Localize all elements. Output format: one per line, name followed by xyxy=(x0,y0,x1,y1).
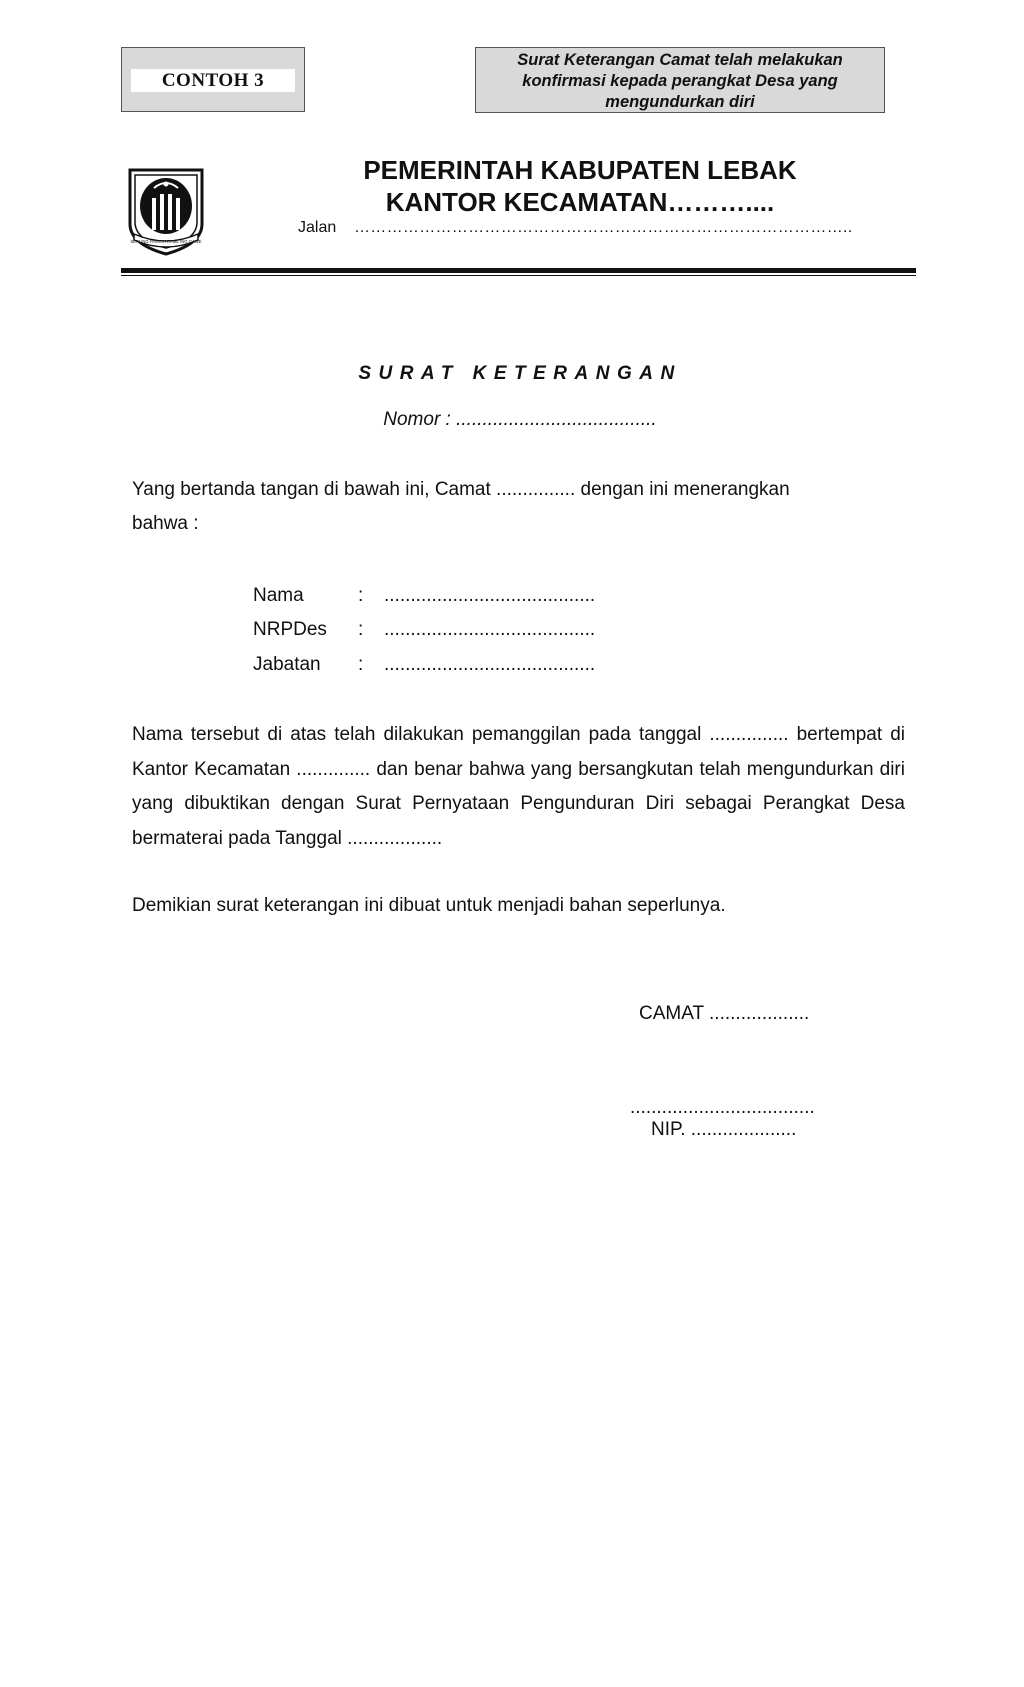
address-label: Jalan xyxy=(298,219,337,236)
field-label-nama: Nama xyxy=(253,585,304,606)
signatory-name-line: ................................... xyxy=(630,1097,815,1118)
header-divider-thick xyxy=(121,268,916,273)
statement-paragraph: Nama tersebut di atas telah dilakukan pemanggilan pada tanggal ............... bertempat di Kantor Kecamatan .............. dan benar bahwa yang bersangkutan telah mengundurkan diri yang dibuktikan dengan Surat Pernyataan Pengunduran Diri sebagai Perangkat Desa bermaterai pada Tanggal .................. xyxy=(132,724,905,849)
opening-line-1: Yang bertanda tangan di bawah ini, Camat ............... dengan ini menerangkan xyxy=(132,479,790,500)
signatory-title: CAMAT ................... xyxy=(639,1003,810,1024)
opening-statement xyxy=(132,473,912,541)
note-line-1: Surat Keterangan Camat telah melakukan xyxy=(517,51,843,69)
header-office: KANTOR KECAMATAN……….... xyxy=(385,187,775,217)
document-title: SURAT KETERANGAN xyxy=(358,363,682,384)
emblem-motto: SEPI ING PAMRIH RAME ING GAWE xyxy=(130,239,202,244)
field-label-jabatan: Jabatan xyxy=(253,654,321,675)
field-colon: : xyxy=(358,585,364,606)
field-colon: : xyxy=(358,619,364,640)
note-box xyxy=(475,47,885,113)
header-divider-thin xyxy=(121,275,916,276)
example-label-box xyxy=(121,47,305,112)
regency-emblem-icon xyxy=(124,164,208,258)
field-value-jabatan: ........................................ xyxy=(384,654,596,675)
note-line-3: mengundurkan diri xyxy=(605,93,755,111)
opening-line-2: bahwa : xyxy=(132,513,199,534)
example-label: CONTOH 3 xyxy=(131,69,295,92)
document-number: Nomor : ...................................... xyxy=(383,409,657,430)
signatory-nip: NIP. .................... xyxy=(651,1119,797,1140)
note-line-2: konfirmasi kepada perangkat Desa yang xyxy=(522,72,838,90)
closing-statement: Demikian surat keterangan ini dibuat untuk menjadi bahan seperlunya. xyxy=(132,895,726,916)
field-value-nrpdes: ........................................ xyxy=(384,619,596,640)
header-government: PEMERINTAH KABUPATEN LEBAK xyxy=(363,155,797,185)
field-label-nrpdes: NRPDes xyxy=(253,619,327,640)
field-value-nama: ........................................ xyxy=(384,585,596,606)
field-colon: : xyxy=(358,654,364,675)
address-placeholder: ……………………………………………………………………………….. xyxy=(354,219,853,236)
